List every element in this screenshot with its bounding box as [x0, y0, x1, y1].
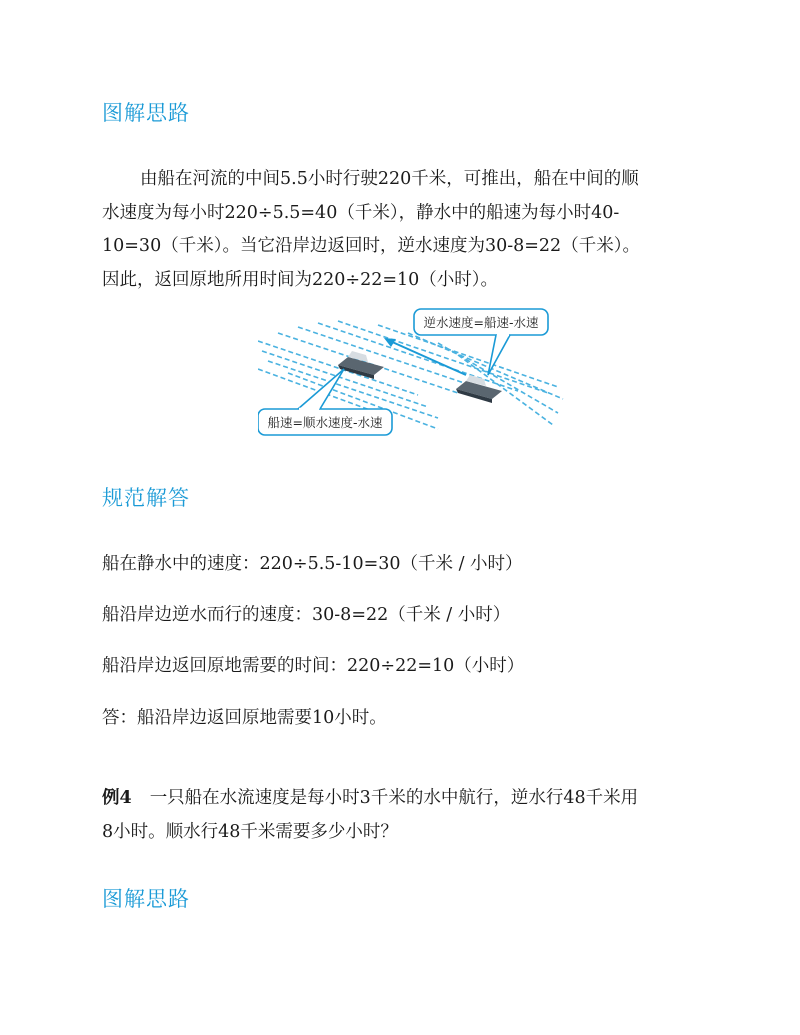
example-4 — [102, 782, 702, 849]
explanation-line: 水速度为每小时220÷5.5=40（千米），静水中的船速为每小时40- — [102, 202, 620, 223]
answer-line: 船在静水中的速度：220÷5.5-10=30（千米 / 小时） — [102, 554, 523, 574]
section-heading-2: 规范解答 — [102, 486, 190, 510]
bubble-top-text: 逆水速度=船速-水速 — [423, 315, 539, 330]
boat-icon — [456, 375, 502, 403]
example-line — [102, 782, 702, 816]
explanation-line: 由船在河流的中间5.5小时行驶220千米，可推出，船在中间的顺 — [140, 169, 639, 189]
river-boat-diagram — [258, 303, 568, 443]
answer-line: 船沿岸边返回原地需要的时间：220÷22=10（小时） — [102, 656, 525, 676]
section-heading-1: 图解思路 — [102, 101, 190, 125]
boat-icon — [338, 351, 384, 379]
example-line: 8小时。顺水行48千米需要多少小时？ — [102, 821, 398, 842]
answer-line: 船沿岸边逆水而行的速度：30-8=22（千米 / 小时） — [102, 605, 511, 625]
explanation-line: 因此，返回原地所用时间为220÷22=10（小时）。 — [102, 269, 499, 290]
section-heading-3: 图解思路 — [102, 887, 190, 911]
explanation-paragraph — [102, 163, 702, 297]
example-text: 一只船在水流速度是每小时3千米的水中航行，逆水行48千米用 — [149, 788, 639, 808]
direction-arrow — [384, 338, 466, 375]
answer-line: 答：船沿岸边返回原地需要10小时。 — [102, 708, 387, 728]
explanation-line: 10=30（千米）。当它沿岸边返回时，逆水速度为30-8=22（千米）。 — [102, 236, 640, 256]
formula-bubble-top — [414, 309, 548, 375]
example-label: 例4 — [102, 788, 132, 808]
bubble-bottom-text: 船速=顺水速度-水速 — [267, 415, 383, 430]
